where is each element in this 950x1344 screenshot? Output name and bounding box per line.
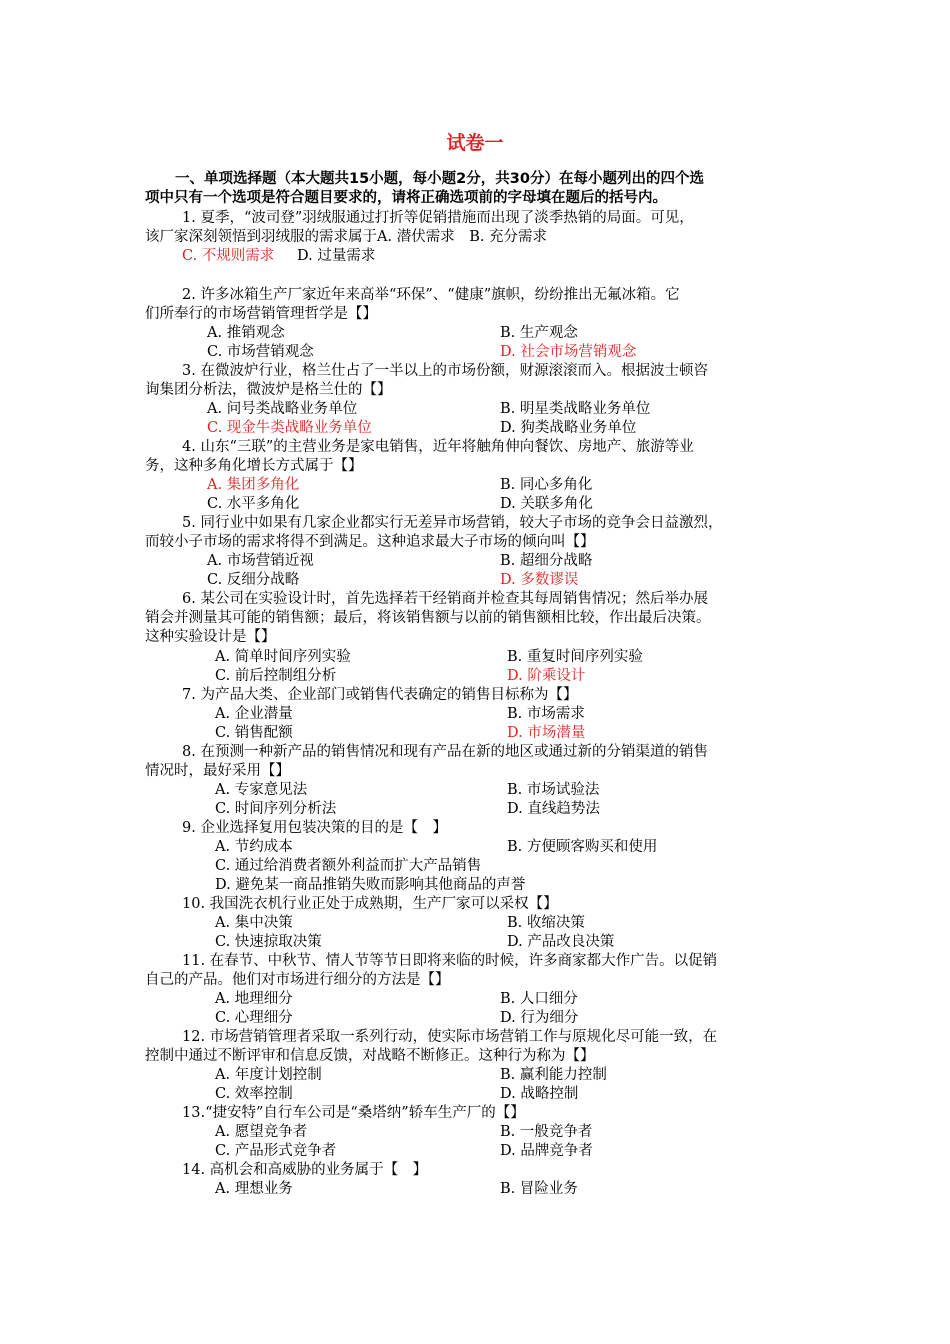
question-11 (145, 952, 805, 990)
question-6 (145, 590, 805, 647)
question-2 (145, 286, 805, 324)
question-stem: 在微波炉行业，格兰仕占了一半以上的市场份额，财源滚滚而入。根据波士顿咨 (200, 363, 708, 379)
question-7 (145, 686, 805, 705)
question-stem: 我国洗衣机行业正处于成熟期，生产厂家可以采权【】 (209, 896, 558, 912)
question-number: 8. (182, 744, 196, 760)
question-number: 3. (182, 363, 196, 379)
option-c: C. 通过给消费者额外利益而扩大产品销售 (215, 858, 482, 874)
question-number: 14. (182, 1162, 206, 1178)
question-stem: 控制中通过不断评审和信息反馈，对战略不断修正。这种行为称为【】 (145, 1048, 595, 1064)
option-d: D. 产品改良决策 (507, 934, 615, 950)
option-d-answer: D. 社会市场营销观念 (500, 344, 637, 360)
option-a: A. 集中决策 (215, 915, 293, 931)
question-8 (145, 743, 805, 781)
option-b: B. 市场需求 (507, 706, 585, 722)
option-a: A. 市场营销近视 (207, 553, 314, 569)
option-a: A. 推销观念 (207, 325, 285, 341)
option-c: C. 心理细分 (215, 1010, 293, 1026)
question-number: 2. (182, 287, 196, 303)
option-d: D. 行为细分 (500, 1010, 579, 1026)
option-b: B. 赢利能力控制 (500, 1067, 607, 1083)
question-number: 6. (182, 591, 196, 607)
question-stem: 为产品大类、企业部门或销售代表确定的销售目标称为【】 (200, 687, 578, 703)
question-stem: 这种实验设计是【】 (145, 629, 276, 645)
question-stem: 自己的产品。他们对市场进行细分的方法是【】 (145, 972, 450, 988)
instructions-line-2: 项中只有一个选项是符合题目要求的，请将正确选项前的字母填在题后的括号内。 (145, 190, 667, 206)
question-stem: 企业选择复用包装决策的目的是【 】 (200, 820, 447, 836)
option-b: B. 生产观念 (500, 325, 578, 341)
option-a-answer: A. 集团多角化 (207, 477, 300, 493)
instructions-line-1: 一、单项选择题（本大题共15小题，每小题2分，共30分）在每小题列出的四个选 (175, 171, 704, 187)
question-5 (145, 514, 805, 552)
option-c: C. 反细分战略 (207, 572, 300, 588)
question-stem: 许多冰箱生产厂家近年来高举“环保”、“健康”旗帜，纷纷推出无氟冰箱。它 (200, 287, 680, 303)
question-stem: 该厂家深刻领悟到羽绒服的需求属于A. 潜伏需求 B. 充分需求 (145, 229, 548, 245)
question-number: 12. (182, 1029, 206, 1045)
question-stem: 情况时，最好采用【】 (145, 763, 290, 779)
option-a: A. 理想业务 (215, 1181, 293, 1197)
question-14 (145, 1161, 805, 1180)
option-b: B. 同心多角化 (500, 477, 593, 493)
option-c-answer: C. 现金牛类战略业务单位 (207, 420, 372, 436)
question-number: 5. (182, 515, 196, 531)
question-stem: 销会并测量其可能的销售额；最后，将该销售额与以前的销售额相比较，作出最后决策。 (145, 610, 711, 626)
option-d: D. 狗类战略业务单位 (500, 420, 637, 436)
option-d: D. 品牌竞争者 (500, 1143, 593, 1159)
option-a: A. 愿望竞争者 (215, 1124, 308, 1140)
question-9 (145, 819, 805, 838)
question-number: 13. (182, 1105, 206, 1121)
question-stem: 询集团分析法，微波炉是格兰仕的【】 (145, 382, 392, 398)
question-number: 9. (182, 820, 196, 836)
question-3 (145, 362, 805, 400)
option-d: D. 战略控制 (500, 1086, 579, 1102)
option-b: B. 一般竞争者 (500, 1124, 593, 1140)
page-title: 试卷一 (446, 132, 504, 154)
option-a: A. 年度计划控制 (215, 1067, 322, 1083)
question-number: 10. (182, 896, 206, 912)
option-c: C. 产品形式竞争者 (215, 1143, 337, 1159)
section-instructions (145, 170, 805, 208)
option-a: A. 问号类战略业务单位 (207, 401, 358, 417)
option-c: C. 前后控制组分析 (215, 668, 337, 684)
option-b: B. 方便顾客购买和使用 (507, 839, 658, 855)
question-stem: “捷安特”自行车公司是“桑塔纳”轿车生产厂的【】 (205, 1105, 525, 1121)
option-c: C. 效率控制 (215, 1086, 293, 1102)
option-c: C. 时间序列分析法 (215, 801, 337, 817)
option-a: A. 地理细分 (215, 991, 293, 1007)
question-stem: 务，这种多角化增长方式属于【】 (145, 458, 363, 474)
question-stem: 市场营销管理者采取一系列行动，使实际市场营销工作与原规化尽可能一致，在 (209, 1029, 718, 1045)
option-a: A. 专家意见法 (215, 782, 308, 798)
question-10 (145, 895, 805, 914)
option-c: C. 销售配额 (215, 725, 293, 741)
question-number: 1. (182, 210, 196, 226)
option-c: C. 水平多角化 (207, 496, 300, 512)
option-a: A. 企业潜量 (215, 706, 293, 722)
question-stem: 在春节、中秋节、情人节等节日即将来临的时候，许多商家都大作广告。以促销 (209, 953, 718, 969)
option-a: A. 节约成本 (215, 839, 293, 855)
question-stem: 某公司在实验设计时，首先选择若干经销商并检查其每周销售情况；然后举办展 (200, 591, 708, 607)
option-d: D. 关联多角化 (500, 496, 593, 512)
option-c: C. 快速掠取决策 (215, 934, 322, 950)
option-d-answer: D. 多数谬误 (500, 572, 579, 588)
option-c-answer: C. 不规则需求 (182, 248, 275, 264)
option-c: C. 市场营销观念 (207, 344, 314, 360)
option-b: B. 重复时间序列实验 (507, 649, 643, 665)
option-d: D. 过量需求 (297, 248, 376, 264)
option-b: B. 收缩决策 (507, 915, 585, 931)
option-b: B. 人口细分 (500, 991, 578, 1007)
question-stem: 山东“三联”的主营业务是家电销售，近年将触角伸向餐饮、房地产、旅游等业 (200, 439, 694, 455)
question-4 (145, 438, 805, 476)
question-stem: 在预测一种新产品的销售情况和现有产品在新的地区或通过新的分销渠道的销售 (200, 744, 708, 760)
option-d: D. 直线趋势法 (507, 801, 600, 817)
option-b: B. 超细分战略 (500, 553, 593, 569)
option-a: A. 简单时间序列实验 (215, 649, 351, 665)
question-13 (145, 1104, 805, 1123)
question-number: 11. (182, 953, 206, 969)
option-b: B. 市场试验法 (507, 782, 600, 798)
question-1 (145, 209, 805, 247)
option-d-answer: D. 市场潜量 (507, 725, 586, 741)
option-b: B. 明星类战略业务单位 (500, 401, 651, 417)
question-12 (145, 1028, 805, 1066)
question-stem: 同行业中如果有几家企业都实行无差异市场营销，较大子市场的竞争会日益激烈， (200, 515, 723, 531)
option-b: B. 冒险业务 (500, 1181, 578, 1197)
question-stem: 高机会和高威胁的业务属于【 】 (209, 1162, 428, 1178)
question-stem: 而较小子市场的需求将得不到满足。这种追求最大子市场的倾向叫【】 (145, 534, 595, 550)
question-number: 7. (182, 687, 196, 703)
option-d: D. 避免某一商品推销失败而影响其他商品的声誉 (215, 877, 526, 893)
option-d-answer: D. 阶乘设计 (507, 668, 586, 684)
question-stem: 们所奉行的市场营销管理哲学是【】 (145, 306, 377, 322)
question-stem: 夏季，“波司登”羽绒服通过打折等促销措施而出现了淡季热销的局面。可见， (200, 210, 694, 226)
question-number: 4. (182, 439, 196, 455)
